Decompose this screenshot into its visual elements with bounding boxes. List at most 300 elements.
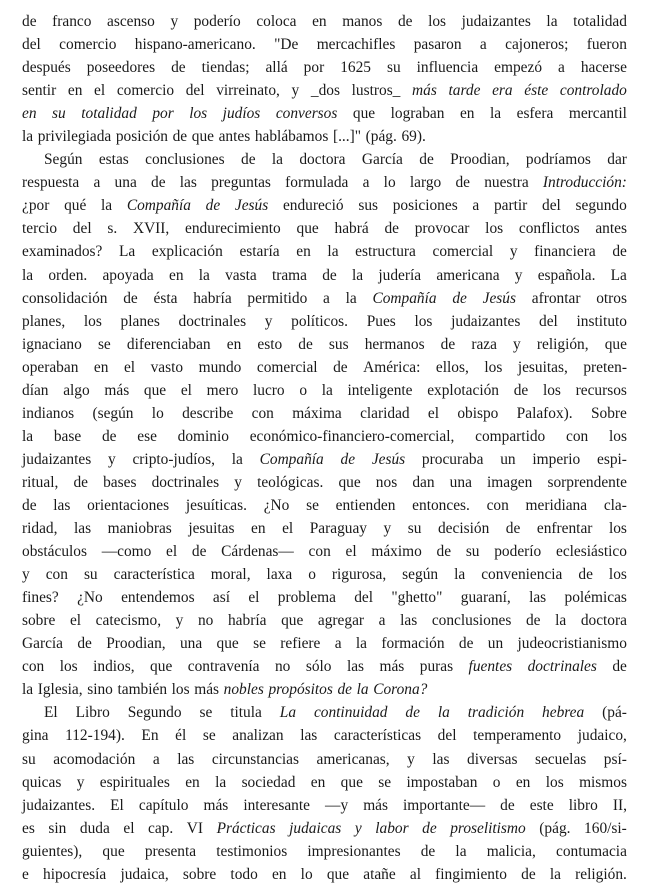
word: e: [22, 865, 29, 883]
word: y: [108, 450, 116, 468]
word: tercio: [22, 220, 58, 238]
text-line: [22, 33, 627, 56]
word: sobre: [22, 612, 56, 630]
text-line: [22, 632, 627, 655]
word: de: [191, 543, 207, 561]
word: era: [492, 82, 513, 100]
word: que: [150, 658, 173, 676]
word: así: [212, 589, 231, 607]
word: de: [22, 13, 37, 30]
word: el: [94, 82, 106, 100]
word: de: [151, 174, 166, 192]
word: secuelas: [534, 750, 587, 768]
word: de: [171, 59, 186, 77]
word: Prácticas: [216, 819, 276, 837]
word: guaraní,: [460, 589, 511, 607]
word: América:: [363, 358, 421, 376]
word: americanas,: [316, 750, 390, 768]
word: que: [326, 865, 350, 883]
word: en: [312, 13, 327, 30]
text-line: [22, 240, 627, 263]
word: a: [152, 750, 160, 768]
word: máxima: [292, 404, 342, 422]
word: los: [428, 13, 447, 30]
word: entendemos: [121, 589, 195, 607]
word: del: [185, 82, 205, 100]
word: fuentes: [468, 658, 513, 676]
word: en: [226, 335, 242, 353]
word: empezó: [494, 59, 543, 77]
word: 160/si-: [584, 819, 627, 837]
word: de: [384, 220, 399, 238]
word: de: [525, 612, 541, 630]
text-line: [22, 748, 627, 771]
word: que: [281, 612, 304, 630]
word: a: [362, 174, 370, 192]
word: judería: [378, 266, 422, 284]
word: y: [513, 335, 521, 353]
word: nos: [375, 473, 398, 491]
word: de: [436, 543, 452, 561]
word: de: [22, 496, 37, 514]
word: puras: [419, 658, 454, 676]
word: los: [189, 105, 208, 123]
word: más: [412, 82, 437, 100]
word: su: [83, 566, 98, 584]
word: Pues: [366, 312, 396, 330]
text-line: [22, 701, 627, 724]
word: judaica,: [120, 865, 169, 883]
word: o: [308, 566, 316, 584]
word: a: [479, 36, 487, 54]
word: preguntas: [211, 174, 271, 192]
word: de: [419, 151, 434, 169]
word: Palafox).: [516, 404, 573, 422]
word: Iglesia,: [37, 681, 83, 699]
word: de: [101, 427, 117, 445]
word: de: [578, 566, 593, 584]
word: hipocresía: [43, 865, 107, 883]
word: judaizantes: [22, 450, 92, 468]
word: de: [422, 819, 437, 837]
word: esto: [257, 335, 283, 353]
word: García: [22, 635, 64, 653]
word: la: [22, 681, 34, 699]
word: ésta: [153, 289, 178, 307]
word: que: [143, 381, 167, 399]
word: sus: [358, 197, 379, 215]
word: procuraba: [421, 450, 484, 468]
word: a: [378, 612, 386, 630]
word: virreinato,: [216, 82, 280, 100]
word: doctrinales: [151, 473, 220, 491]
word: Cárdenas—: [221, 543, 294, 561]
word: entonces.: [412, 496, 470, 514]
word: características: [333, 727, 422, 745]
word: las: [179, 174, 197, 192]
word: políticos.: [291, 312, 348, 330]
word: raza: [471, 335, 497, 353]
word: imagen: [487, 473, 533, 491]
word: _dos: [310, 82, 340, 100]
word: con: [308, 543, 331, 561]
word: española.: [537, 266, 596, 284]
word: Según: [44, 151, 83, 169]
word: impostaban: [406, 773, 478, 791]
word: antes: [595, 220, 627, 238]
word: que: [216, 635, 239, 653]
word: todo: [230, 865, 258, 883]
word: y: [291, 82, 300, 100]
word: quicas: [22, 773, 62, 791]
text-line: [22, 194, 627, 217]
word: más: [203, 796, 229, 814]
word: enfrentar: [536, 520, 593, 538]
word: ridad,: [22, 520, 58, 538]
word: es: [22, 819, 35, 837]
word: pasaron: [413, 36, 462, 54]
word: estaría: [239, 243, 280, 261]
word: y: [264, 312, 273, 330]
word: los: [59, 658, 78, 676]
word: de: [172, 128, 188, 146]
word: jesuitas,: [517, 358, 568, 376]
word: las: [53, 496, 71, 514]
word: judeocristianismo: [517, 635, 627, 653]
word: y: [354, 819, 362, 837]
word: la: [352, 266, 364, 284]
word: su: [22, 750, 36, 768]
text-line: [22, 102, 627, 125]
word: la: [345, 289, 357, 307]
word: impresionantes: [307, 842, 401, 860]
word: de: [77, 635, 92, 653]
word: orientaciones: [87, 496, 170, 514]
word: habrá: [334, 220, 369, 238]
word: laxa: [266, 566, 293, 584]
word: poseedores: [86, 59, 156, 77]
word: mercachifles: [316, 36, 396, 54]
word: en: [185, 773, 200, 791]
word: económico-financiero-comercial,: [249, 427, 455, 445]
word: fueron: [586, 36, 627, 54]
word: Compañía: [126, 197, 191, 215]
word: planes,: [22, 312, 66, 330]
word: propósitos: [268, 681, 333, 699]
word: Jesús: [482, 289, 516, 307]
word: hispano-americano.: [134, 36, 256, 54]
word: estas: [98, 151, 129, 169]
word: ellos,: [435, 358, 469, 376]
word: El: [110, 796, 124, 814]
word: conflictos: [518, 220, 580, 238]
word: obstáculos: [22, 543, 87, 561]
word: ese: [137, 427, 157, 445]
word: continuidad: [313, 704, 388, 722]
word: franco: [52, 13, 92, 30]
word: la: [437, 704, 450, 722]
text-line: [22, 79, 627, 102]
word: sin: [48, 819, 67, 837]
word: guientes),: [22, 842, 83, 860]
word: Jesús: [234, 197, 269, 215]
word: sino: [87, 681, 113, 699]
text-line: [22, 379, 627, 402]
word: de: [521, 865, 536, 883]
word: la: [555, 612, 567, 630]
word: psí-: [603, 750, 627, 768]
word: moral,: [210, 566, 251, 584]
word: una: [179, 635, 203, 653]
word: de: [123, 289, 138, 307]
word: formación: [381, 635, 445, 653]
word: financiera: [534, 243, 596, 261]
word: por: [303, 59, 325, 77]
word: los: [485, 220, 504, 238]
word: su: [407, 520, 422, 538]
word: de: [337, 681, 353, 699]
word: mero: [206, 381, 239, 399]
text-line: [22, 425, 627, 448]
word: instituto: [576, 312, 627, 330]
word: de: [612, 243, 627, 261]
word: del: [437, 727, 457, 745]
word: libro: [568, 796, 598, 814]
word: que: [352, 105, 376, 123]
word: que: [296, 220, 319, 238]
word: poderío: [494, 543, 542, 561]
word: eclesiástico: [555, 543, 627, 561]
word: las: [74, 520, 92, 538]
word: mercantil: [568, 105, 627, 123]
word: la: [546, 13, 558, 30]
word: recursos: [575, 381, 627, 399]
word: base: [53, 427, 82, 445]
word: tarde: [448, 82, 481, 100]
word: "ghetto": [391, 589, 443, 607]
word: obispo: [457, 404, 499, 422]
text-line: [22, 517, 627, 540]
word: indios,: [93, 658, 135, 676]
word: los: [414, 312, 433, 330]
word: de: [505, 520, 521, 538]
word: espi-: [597, 450, 627, 468]
word: labor: [375, 819, 409, 837]
word: su: [386, 59, 401, 77]
word: en: [22, 105, 37, 123]
word: se: [199, 704, 213, 722]
text-line: [22, 287, 627, 310]
text-line: [22, 356, 627, 379]
word: Sobre: [590, 404, 627, 422]
word: ritual,: [22, 473, 59, 491]
word: —como: [101, 543, 152, 561]
word: de: [322, 266, 337, 284]
word: de: [440, 335, 456, 353]
word: Corona?: [373, 681, 428, 699]
word: sus: [328, 335, 349, 353]
word: la: [455, 842, 467, 860]
word: la: [355, 635, 367, 653]
word: ¿No: [263, 496, 290, 514]
word: de: [455, 174, 470, 192]
word: doctrinales: [527, 658, 597, 676]
word: circunstancias: [211, 750, 300, 768]
word: de: [241, 151, 256, 169]
text-line: [22, 448, 627, 471]
word: y: [509, 243, 518, 261]
word: Introducción:: [542, 174, 627, 192]
word: después: [22, 59, 71, 77]
word: mismos: [579, 773, 627, 791]
word: duda: [79, 819, 110, 837]
word: las: [346, 658, 365, 676]
word: permitido: [247, 289, 308, 307]
word: Compañía: [372, 289, 437, 307]
word: la: [356, 681, 369, 699]
word: con: [486, 496, 509, 514]
word: orden.: [48, 266, 88, 284]
word: meridiana: [525, 496, 588, 514]
word: lustros_: [351, 82, 401, 100]
word: o: [492, 773, 501, 791]
word: los: [608, 566, 627, 584]
word: en: [251, 520, 266, 538]
text-line: [22, 655, 627, 678]
word: dominio: [177, 427, 229, 445]
word: que: [338, 473, 361, 491]
text-line: [22, 333, 627, 356]
word: no: [197, 612, 214, 630]
word: presenta: [144, 842, 197, 860]
word: en: [310, 773, 326, 791]
word: conclusiones: [431, 612, 512, 630]
word: cajoneros;: [505, 36, 569, 54]
word: el: [282, 520, 294, 538]
word: la: [198, 266, 210, 284]
word: de: [458, 635, 474, 653]
word: planes: [120, 312, 160, 330]
word: ¿por: [22, 197, 50, 215]
word: totalidad: [573, 13, 627, 30]
word: a: [558, 59, 565, 77]
word: lo: [383, 174, 396, 192]
word: jesuíticas.: [185, 496, 247, 514]
text-line: [22, 586, 627, 609]
word: estructura: [355, 243, 416, 261]
word: 112-194).: [65, 727, 125, 745]
word: catecismo,: [95, 612, 162, 630]
word: partir: [493, 197, 528, 215]
word: importante—: [403, 796, 486, 814]
word: y: [76, 773, 85, 791]
word: teológicas.: [257, 473, 324, 491]
word: su: [52, 105, 66, 123]
word: el: [248, 589, 260, 607]
word: la: [454, 566, 466, 584]
word: los: [608, 427, 627, 445]
word: posición: [115, 128, 168, 146]
word: endureció: [282, 197, 344, 215]
word: se: [306, 496, 319, 514]
word: un: [500, 450, 516, 468]
word: o: [299, 381, 308, 399]
word: vasto: [150, 358, 184, 376]
word: una: [114, 174, 137, 192]
word: en: [515, 773, 531, 791]
word: lucro: [252, 381, 285, 399]
word: de: [513, 381, 529, 399]
word: apoyada: [102, 266, 154, 284]
word: coloca: [256, 13, 297, 30]
text-line: [22, 471, 627, 494]
word: Paraguay: [309, 520, 367, 538]
word: y: [514, 266, 523, 284]
word: totalidad: [81, 105, 137, 123]
word: comercial: [432, 243, 494, 261]
word: del: [354, 589, 374, 607]
word: una: [449, 473, 472, 491]
text-line: [22, 264, 627, 287]
word: el: [123, 819, 135, 837]
word: jesuitas: [188, 520, 235, 538]
word: proselitismo: [450, 819, 526, 837]
word: diversas: [467, 750, 518, 768]
word: a: [93, 174, 101, 192]
word: de: [333, 358, 348, 376]
word: cap.: [148, 819, 174, 837]
word: judaicas: [289, 819, 342, 837]
word: preten-: [583, 358, 627, 376]
word: los: [542, 381, 561, 399]
text-line: [22, 724, 627, 747]
word: explicación: [151, 243, 223, 261]
word: doctora: [299, 151, 346, 169]
text-line: [22, 10, 627, 33]
word: dan: [412, 473, 435, 491]
text-line: [22, 540, 627, 563]
word: conversos: [275, 105, 338, 123]
word: religión,: [536, 335, 589, 353]
word: polémicas: [564, 589, 627, 607]
word: característica: [113, 566, 195, 584]
word: del: [539, 312, 558, 330]
word: II,: [612, 796, 627, 814]
word: mundo: [198, 358, 242, 376]
word: judaizantes: [461, 13, 531, 30]
word: Libro: [75, 704, 110, 722]
word: por: [152, 105, 174, 123]
word: su: [465, 543, 480, 561]
word: la: [327, 243, 339, 261]
word: se: [253, 635, 266, 653]
word: influencia: [416, 59, 479, 77]
text-line: [22, 609, 627, 632]
word: las: [177, 750, 195, 768]
text-line: [22, 310, 627, 333]
word: la: [231, 450, 243, 468]
word: rigurosa,: [331, 566, 387, 584]
word: no: [274, 658, 291, 676]
word: la: [321, 381, 333, 399]
word: la: [490, 105, 502, 123]
word: largo: [409, 174, 442, 192]
word: conveniencia: [481, 566, 563, 584]
word: comercial: [256, 358, 318, 376]
word: contumacia: [555, 842, 627, 860]
word: de: [73, 473, 88, 491]
text-line: [22, 817, 627, 840]
